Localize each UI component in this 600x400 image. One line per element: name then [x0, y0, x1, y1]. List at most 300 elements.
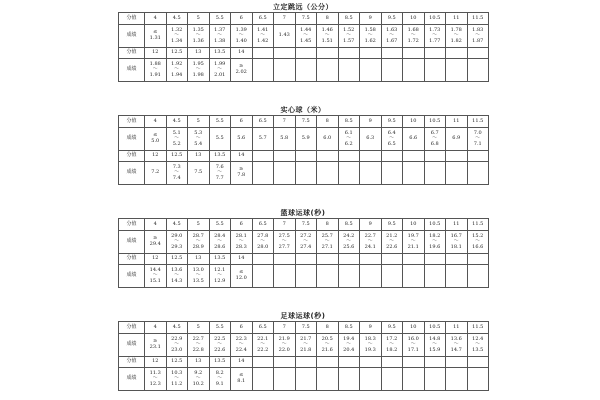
table-cell	[317, 162, 339, 185]
table-cell: 11.5	[467, 116, 489, 128]
table-cell: 4.5	[166, 219, 188, 231]
table-cell	[467, 254, 489, 265]
table-row	[119, 219, 489, 231]
table-cell: 29.0 ～ 29.3	[166, 231, 188, 254]
table-cell: ≤ 12.0	[231, 265, 253, 288]
table-cell	[317, 59, 339, 82]
table-cell: 8.5	[338, 116, 360, 128]
table-cell	[403, 254, 425, 265]
table-cell: 7	[274, 322, 296, 334]
table-cell	[403, 368, 425, 391]
table-cell: 12	[145, 151, 167, 162]
table-cell: 14.8 ～ 15.9	[424, 334, 446, 357]
table-cell	[295, 254, 317, 265]
table-cell: 1.78 ～ 1.82	[446, 25, 468, 48]
table-cell	[295, 357, 317, 368]
table-cell: 6	[231, 322, 253, 334]
table-cell	[424, 368, 446, 391]
table-cell	[360, 254, 382, 265]
table-cell: 20.5 ～ 21.6	[317, 334, 339, 357]
table-cell: 12	[145, 254, 167, 265]
table-cell: ≤ 1.31	[145, 25, 167, 48]
table-row	[119, 357, 489, 368]
table-cell	[252, 368, 274, 391]
table-cell: 7.3 ～ 7.4	[166, 162, 188, 185]
table-cell: 9.2 ～ 10.2	[188, 368, 210, 391]
table-cell: 11.3 ～ 12.3	[145, 368, 167, 391]
table-cell: 13.5	[209, 151, 231, 162]
table-cell: 6.5	[252, 219, 274, 231]
table-cell: 9.5	[381, 219, 403, 231]
table-cell: 10.5	[424, 13, 446, 25]
table-cell: 9	[360, 322, 382, 334]
table-cell	[467, 357, 489, 368]
table-cell	[424, 265, 446, 288]
table-cell: 11	[446, 322, 468, 334]
table-cell: 8.5	[338, 219, 360, 231]
table-cell	[317, 265, 339, 288]
table-cell: 6.4 ～ 6.5	[381, 128, 403, 151]
table-cell: 21.2 ～ 22.6	[381, 231, 403, 254]
table-cell	[338, 162, 360, 185]
table-cell	[446, 368, 468, 391]
table-cell: 16.0 ～ 17.1	[403, 334, 425, 357]
table-cell	[381, 151, 403, 162]
table-cell: 5.5	[209, 322, 231, 334]
table-cell: 11	[446, 116, 468, 128]
table-cell	[381, 48, 403, 59]
table-cell: 13.5	[209, 254, 231, 265]
table-cell: 27.2 ～ 27.4	[295, 231, 317, 254]
table-cell: 10.5	[424, 322, 446, 334]
table-cell: 14	[231, 254, 253, 265]
table-cell: 1.37 ～ 1.38	[209, 25, 231, 48]
table-cell	[317, 48, 339, 59]
table-cell: 22.7 ～ 22.8	[188, 334, 210, 357]
table-cell: 1.83 ～ 1.87	[467, 25, 489, 48]
table-row	[119, 334, 489, 357]
table-cell: 5.9	[295, 128, 317, 151]
table-cell	[295, 151, 317, 162]
table-cell	[252, 162, 274, 185]
table-cell: 22.5 ～ 22.6	[209, 334, 231, 357]
table-cell: 5	[188, 322, 210, 334]
table-cell	[295, 59, 317, 82]
table-cell	[317, 254, 339, 265]
section-solid-ball	[118, 105, 488, 185]
table-row	[119, 25, 489, 48]
table-row	[119, 128, 489, 151]
row-label: 分值	[119, 357, 145, 368]
table-cell: 11.5	[467, 13, 489, 25]
section-title: 足球运球(秒)	[280, 312, 326, 320]
table-cell	[274, 357, 296, 368]
table-cell: 6.7 ～ 6.8	[424, 128, 446, 151]
row-label: 成绩	[119, 334, 145, 357]
table-cell: 28.1 ～ 28.3	[231, 231, 253, 254]
table-cell: 8.2 ～ 9.1	[209, 368, 231, 391]
row-label: 成绩	[119, 128, 145, 151]
table-cell	[338, 48, 360, 59]
table-cell	[338, 151, 360, 162]
table-cell	[360, 59, 382, 82]
table-cell: 4.5	[166, 116, 188, 128]
table-cell: 25.7 ～ 27.1	[317, 231, 339, 254]
table-row	[119, 116, 489, 128]
table-cell: 28.7 ～ 28.9	[188, 231, 210, 254]
table-row	[119, 48, 489, 59]
table-cell	[381, 254, 403, 265]
row-label: 成绩	[119, 59, 145, 82]
table-cell	[338, 357, 360, 368]
table-cell: 12.4 ～ 13.5	[467, 334, 489, 357]
table-cell: 12.5	[166, 151, 188, 162]
table-cell: 19.4 ～ 20.4	[338, 334, 360, 357]
table-cell: 14	[231, 357, 253, 368]
table-cell: 5	[188, 219, 210, 231]
table-cell: 1.92 ～ 1.94	[166, 59, 188, 82]
section-title: 实心球（米）	[280, 106, 326, 114]
table-cell: 10	[403, 116, 425, 128]
table-cell	[467, 59, 489, 82]
table-cell	[381, 265, 403, 288]
table-cell	[274, 48, 296, 59]
score-table	[118, 115, 489, 185]
table-cell: 24.2 ～ 25.6	[338, 231, 360, 254]
table-cell	[317, 151, 339, 162]
section-basketball-dribble	[118, 208, 488, 288]
row-label: 分值	[119, 322, 145, 334]
row-label: 成绩	[119, 368, 145, 391]
table-cell: 5.8	[274, 128, 296, 151]
table-cell: 7.5	[295, 116, 317, 128]
table-cell	[317, 357, 339, 368]
score-table	[118, 321, 489, 391]
table-cell: 6.3	[360, 128, 382, 151]
table-cell: 7	[274, 13, 296, 25]
table-cell: 13.0 ～ 13.5	[188, 265, 210, 288]
table-cell: 22.7 ～ 24.1	[360, 231, 382, 254]
table-cell: 4.5	[166, 322, 188, 334]
row-label: 分值	[119, 48, 145, 59]
table-cell: 13	[188, 357, 210, 368]
table-cell: 6.1 ～ 6.2	[338, 128, 360, 151]
table-row	[119, 13, 489, 25]
table-cell	[338, 368, 360, 391]
table-cell: 5.5	[209, 13, 231, 25]
table-cell: 6.0	[317, 128, 339, 151]
table-cell: 1.41 ～ 1.42	[252, 25, 274, 48]
row-label: 分值	[119, 151, 145, 162]
table-cell	[274, 265, 296, 288]
table-row	[119, 368, 489, 391]
table-cell: 7.2	[145, 162, 167, 185]
table-cell: 6	[231, 13, 253, 25]
table-cell: 1.95 ～ 1.98	[188, 59, 210, 82]
table-cell	[403, 357, 425, 368]
table-cell: 8	[317, 13, 339, 25]
table-cell: 1.52 ～ 1.57	[338, 25, 360, 48]
table-cell	[403, 151, 425, 162]
table-cell: 7.5	[295, 322, 317, 334]
table-cell	[446, 357, 468, 368]
table-cell: 9.5	[381, 116, 403, 128]
table-cell: 5.5	[209, 128, 231, 151]
table-cell	[252, 48, 274, 59]
table-cell: 4	[145, 116, 167, 128]
table-row	[119, 162, 489, 185]
row-label: 分值	[119, 13, 145, 25]
table-cell: 12.1 ～ 12.9	[209, 265, 231, 288]
table-cell: 5.6	[231, 128, 253, 151]
table-cell: 1.58 ～ 1.62	[360, 25, 382, 48]
row-label: 分值	[119, 116, 145, 128]
table-cell: 12.5	[166, 357, 188, 368]
table-cell: 14	[231, 151, 253, 162]
table-cell: ≤ 5.0	[145, 128, 167, 151]
table-cell	[274, 254, 296, 265]
table-cell: 1.99 ～ 2.01	[209, 59, 231, 82]
table-cell: 11.5	[467, 219, 489, 231]
table-cell: 7	[274, 219, 296, 231]
table-cell	[424, 254, 446, 265]
table-cell: 5	[188, 116, 210, 128]
row-label: 成绩	[119, 231, 145, 254]
table-cell: 4.5	[166, 13, 188, 25]
table-cell	[360, 368, 382, 391]
table-cell: 16.7 ～ 18.1	[446, 231, 468, 254]
table-cell	[274, 368, 296, 391]
table-cell: 5.5	[209, 116, 231, 128]
table-cell	[381, 59, 403, 82]
table-cell: 7.5	[295, 219, 317, 231]
table-cell: 4	[145, 13, 167, 25]
table-cell: 21.7 ～ 21.8	[295, 334, 317, 357]
table-cell: 13	[188, 48, 210, 59]
table-cell	[360, 151, 382, 162]
table-cell: 4	[145, 219, 167, 231]
section-title: 篮球运球(秒)	[280, 209, 326, 217]
table-cell	[424, 162, 446, 185]
table-row	[119, 254, 489, 265]
table-cell: 8.5	[338, 13, 360, 25]
table-cell: 10	[403, 219, 425, 231]
table-cell	[252, 357, 274, 368]
table-cell: 1.88 ～ 1.91	[145, 59, 167, 82]
table-cell: 1.39 ～ 1.40	[231, 25, 253, 48]
table-cell: 6	[231, 219, 253, 231]
table-cell	[295, 368, 317, 391]
table-cell: 8.5	[338, 322, 360, 334]
table-cell	[295, 265, 317, 288]
table-cell: 11	[446, 219, 468, 231]
table-cell: 13.5	[209, 357, 231, 368]
row-label: 成绩	[119, 25, 145, 48]
table-cell: 27.5 ～ 27.7	[274, 231, 296, 254]
table-cell: 5.7	[252, 128, 274, 151]
table-cell	[360, 162, 382, 185]
table-cell: 8	[317, 116, 339, 128]
table-cell: 11	[446, 13, 468, 25]
table-cell: 6	[231, 116, 253, 128]
table-cell: 13.6 ～ 14.7	[446, 334, 468, 357]
table-cell: 6.5	[252, 116, 274, 128]
section-title: 立定跳远（公分）	[273, 3, 333, 11]
table-cell: 1.35 ～ 1.36	[188, 25, 210, 48]
row-label: 分值	[119, 254, 145, 265]
table-cell: 7.6 ～ 7.7	[209, 162, 231, 185]
table-cell: 15.2 ～ 16.6	[467, 231, 489, 254]
table-cell: 18.2 ～ 19.6	[424, 231, 446, 254]
table-cell	[424, 151, 446, 162]
table-cell: 1.44 ～ 1.45	[295, 25, 317, 48]
table-cell	[446, 151, 468, 162]
table-cell: 5.3 ～ 5.4	[188, 128, 210, 151]
table-cell	[381, 368, 403, 391]
table-cell	[360, 48, 382, 59]
table-cell: 6.9	[446, 128, 468, 151]
score-table	[118, 218, 489, 288]
table-cell	[403, 162, 425, 185]
table-cell	[424, 59, 446, 82]
table-cell: 13	[188, 254, 210, 265]
table-cell: 1.73 ～ 1.77	[424, 25, 446, 48]
table-cell	[252, 254, 274, 265]
table-cell	[252, 265, 274, 288]
table-cell	[467, 265, 489, 288]
table-cell	[403, 48, 425, 59]
table-cell: 7.5	[188, 162, 210, 185]
table-cell: 1.32 ～ 1.34	[166, 25, 188, 48]
table-cell: ≥ 29.4	[145, 231, 167, 254]
table-cell: ≥ 2.02	[231, 59, 253, 82]
table-cell	[403, 59, 425, 82]
table-cell	[467, 48, 489, 59]
table-cell: 22.9 ～ 23.0	[166, 334, 188, 357]
table-cell	[424, 357, 446, 368]
table-cell	[274, 162, 296, 185]
section-football-dribble	[118, 311, 488, 391]
table-cell: 18.3 ～ 19.3	[360, 334, 382, 357]
table-cell: ≥ 7.8	[231, 162, 253, 185]
table-cell: ≥ 23.1	[145, 334, 167, 357]
table-cell	[295, 48, 317, 59]
table-cell	[446, 162, 468, 185]
table-cell: 1.68 ～ 1.72	[403, 25, 425, 48]
table-cell: 9.5	[381, 322, 403, 334]
table-cell: 1.63 ～ 1.67	[381, 25, 403, 48]
table-cell: 9	[360, 116, 382, 128]
table-cell	[467, 162, 489, 185]
table-cell: ≤ 8.1	[231, 368, 253, 391]
table-row	[119, 151, 489, 162]
table-cell: 9	[360, 219, 382, 231]
score-table	[118, 12, 489, 82]
table-cell: 5	[188, 13, 210, 25]
table-cell	[295, 162, 317, 185]
table-cell	[446, 265, 468, 288]
table-row	[119, 265, 489, 288]
table-cell: 19.7 ～ 21.1	[403, 231, 425, 254]
table-cell	[317, 368, 339, 391]
table-cell: 6.5	[252, 13, 274, 25]
table-cell	[467, 368, 489, 391]
table-cell: 22.3 ～ 22.4	[231, 334, 253, 357]
table-cell: 10.5	[424, 219, 446, 231]
table-cell	[424, 48, 446, 59]
table-cell	[338, 254, 360, 265]
table-cell: 12.5	[166, 48, 188, 59]
table-cell	[467, 151, 489, 162]
table-cell: 1.43	[274, 25, 296, 48]
row-label: 成绩	[119, 265, 145, 288]
table-cell: 28.4 ～ 28.6	[209, 231, 231, 254]
table-cell	[360, 357, 382, 368]
table-cell	[403, 265, 425, 288]
table-cell: 14	[231, 48, 253, 59]
table-cell	[338, 265, 360, 288]
table-cell: 8	[317, 322, 339, 334]
table-cell	[338, 59, 360, 82]
table-cell: 7.0 ～ 7.1	[467, 128, 489, 151]
table-cell: 10	[403, 13, 425, 25]
table-cell	[360, 265, 382, 288]
table-cell	[446, 59, 468, 82]
table-cell: 11.5	[467, 322, 489, 334]
table-cell: 9	[360, 13, 382, 25]
table-cell	[446, 48, 468, 59]
table-cell: 1.46 ～ 1.51	[317, 25, 339, 48]
table-cell: 21.9 ～ 22.0	[274, 334, 296, 357]
table-cell: 8	[317, 219, 339, 231]
table-cell: 6.6	[403, 128, 425, 151]
table-cell: 13.6 ～ 14.3	[166, 265, 188, 288]
table-cell: 9.5	[381, 13, 403, 25]
table-row	[119, 322, 489, 334]
table-cell: 10.5	[424, 116, 446, 128]
table-cell	[252, 151, 274, 162]
table-cell: 4	[145, 322, 167, 334]
row-label: 成绩	[119, 162, 145, 185]
table-cell: 17.2 ～ 18.2	[381, 334, 403, 357]
table-cell: 12.5	[166, 254, 188, 265]
table-row	[119, 231, 489, 254]
table-cell	[274, 151, 296, 162]
table-cell: 5.5	[209, 219, 231, 231]
table-cell: 7	[274, 116, 296, 128]
table-cell: 10.3 ～ 11.2	[166, 368, 188, 391]
table-cell	[274, 59, 296, 82]
section-standing-long-jump	[118, 2, 488, 82]
row-label: 分值	[119, 219, 145, 231]
table-cell: 27.8 ～ 28.0	[252, 231, 274, 254]
table-cell: 12	[145, 357, 167, 368]
table-cell: 6.5	[252, 322, 274, 334]
table-cell: 5.1 ～ 5.2	[166, 128, 188, 151]
table-cell: 13.5	[209, 48, 231, 59]
table-cell	[381, 162, 403, 185]
table-cell	[381, 357, 403, 368]
table-cell	[252, 59, 274, 82]
table-cell	[446, 254, 468, 265]
table-cell: 13	[188, 151, 210, 162]
table-row	[119, 59, 489, 82]
table-cell: 22.1 ～ 22.2	[252, 334, 274, 357]
table-cell: 12	[145, 48, 167, 59]
table-cell: 7.5	[295, 13, 317, 25]
table-cell: 10	[403, 322, 425, 334]
table-cell: 14.4 ～ 15.1	[145, 265, 167, 288]
